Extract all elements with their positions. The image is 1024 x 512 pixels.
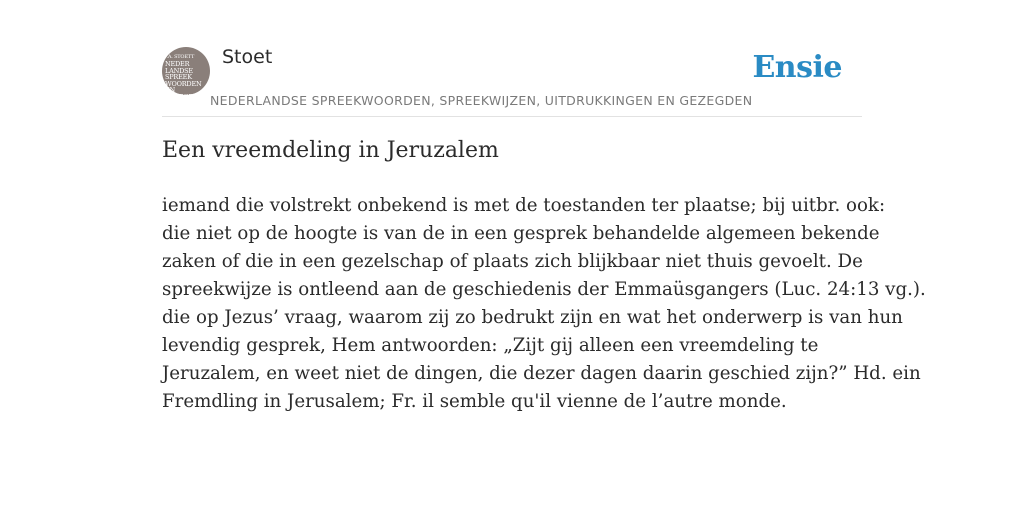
avatar-cover-line: LANDSE xyxy=(165,66,193,75)
entry-title: Een vreemdeling in Jeruzalem xyxy=(162,138,499,163)
source-title[interactable]: NEDERLANDSE SPREEKWOORDEN, SPREEKWIJZEN, UITDRUKKINGEN EN GEZEGDEN xyxy=(210,93,753,108)
definition-line: zaken of die in een gezelschap of plaats zich blijkbaar niet thuis gevoelt. De xyxy=(162,251,863,272)
entry-header xyxy=(162,46,862,117)
definition-line: levendig gesprek, Hem antwoorden: „Zijt gij alleen een vreemdeling te xyxy=(162,335,819,356)
book-cover-avatar[interactable] xyxy=(162,47,210,101)
definition-line: iemand die volstrekt onbekend is met de toestanden ter plaatse; bij uitbr. ook: xyxy=(162,195,886,216)
avatar-cover-top: F.A. STOETT xyxy=(164,54,195,60)
avatar-cover-line: NEDER xyxy=(165,60,190,68)
avatar-cover-line: GEZEGDEN xyxy=(165,92,204,101)
ensie-logo[interactable]: Ensie xyxy=(752,50,842,85)
avatar-cover-text xyxy=(165,61,211,100)
definition-line: Fremdling in Jerusalem; Fr. il semble qu'il vienne de l’autre monde. xyxy=(162,391,787,412)
author-name[interactable]: Stoet xyxy=(222,46,273,68)
definition-line: Jeruzalem, en weet niet de dingen, die dezer dagen daarin geschied zijn?” Hd. ein xyxy=(162,363,921,384)
avatar-cover-line: SPREEK xyxy=(165,73,192,81)
entry-definition xyxy=(162,192,926,416)
avatar-cover-line: WOORDEN EN xyxy=(165,79,202,94)
definition-line: die niet op de hoogte is van de in een gesprek behandelde algemeen bekende xyxy=(162,223,880,244)
definition-line: spreekwijze is ontleend aan de geschiedenis der Emmaüsgangers (Luc. 24:13 vg.). xyxy=(162,279,926,300)
definition-line: die op Jezus’ vraag, waarom zij zo bedrukt zijn en wat het onderwerp is van hun xyxy=(162,307,903,328)
